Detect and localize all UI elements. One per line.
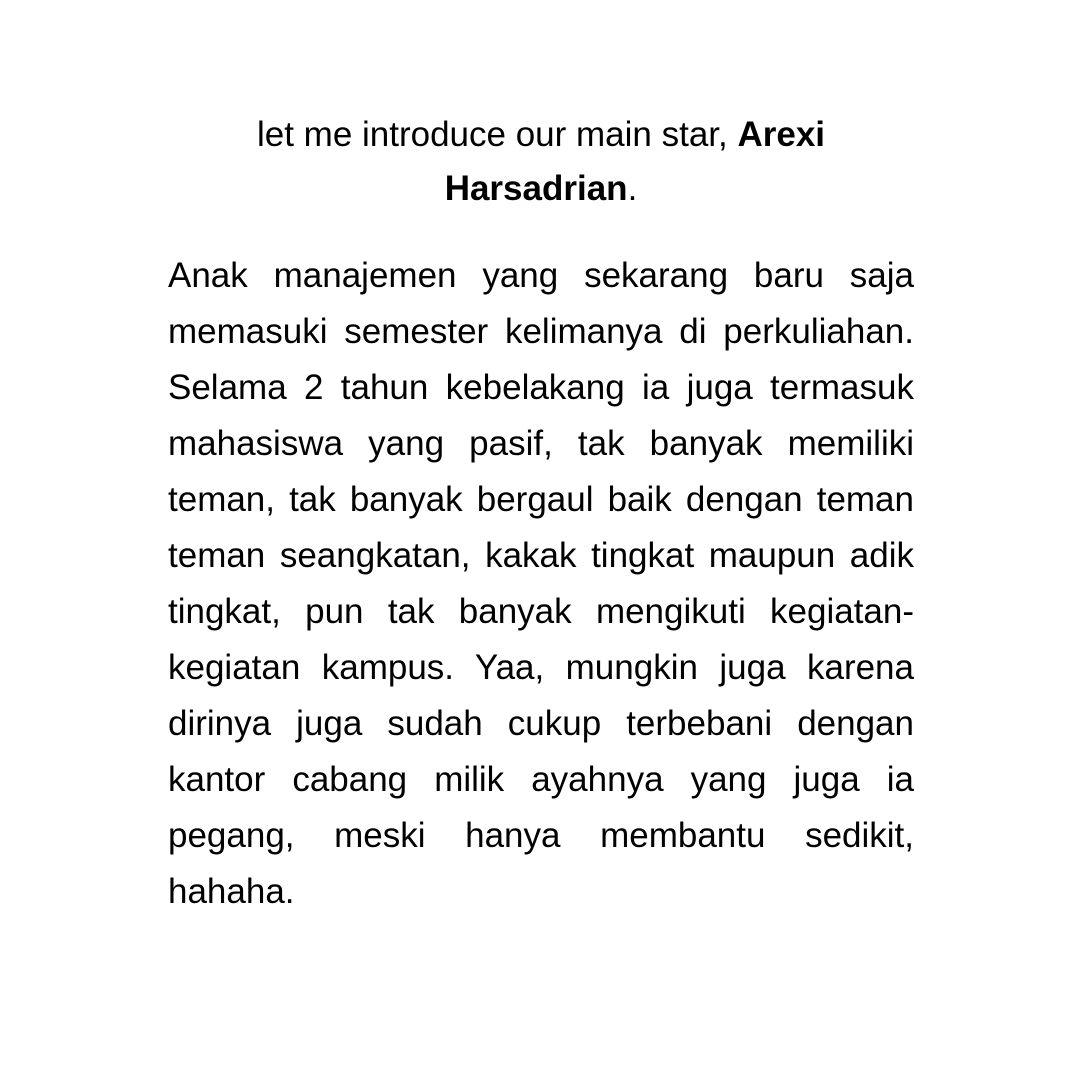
intro-prefix: let me introduce our main star,	[256, 115, 738, 154]
main-character-name: Arexi Harsadrian	[444, 115, 826, 208]
story-paragraph: Anak manajemen yang sekarang baru saja memasuki semester kelimanya di perkuliahan. Selama 2 tahun kebelakang ia juga termasuk mahasiswa yang pasif, tak banyak memiliki teman, tak banyak bergaul baik dengan teman teman seangkatan, kakak tingkat maupun adik tingkat, pun tak banyak mengikuti kegiatan-kegiatan kampus. Yaa, mungkin juga karena dirinya juga sudah cukup terbebani dengan kantor cabang milik ayahnya yang juga ia pegang, meski hanya membantu sedikit, hahaha.	[168, 256, 914, 911]
intro-suffix: .	[627, 169, 638, 208]
intro-line	[168, 108, 914, 216]
